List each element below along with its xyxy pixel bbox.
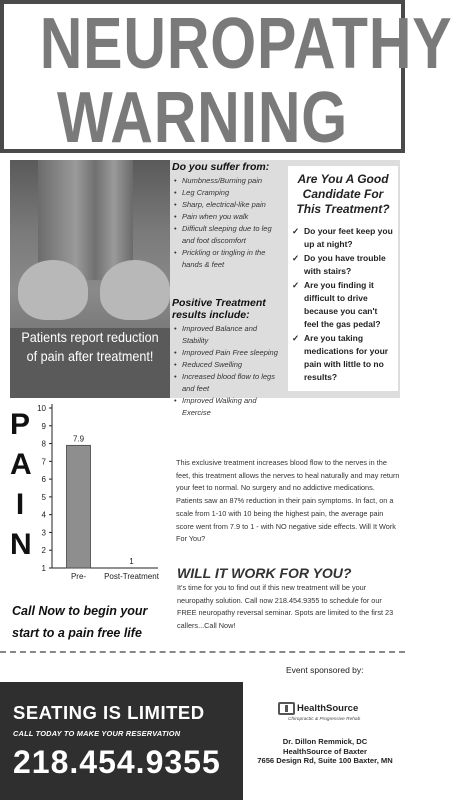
- symptoms-list: [172, 175, 284, 271]
- list-item: • Prickling or tingling in the hands & feet: [172, 247, 284, 271]
- y-tick-label: 5: [41, 492, 46, 502]
- headline-box: [0, 0, 453, 158]
- call-now-line-2: start to a pain free life: [12, 626, 142, 640]
- treatment-description: This exclusive treatment increases blood flow to the nerves in the feet, this treatment allows the nerves to heal naturally and may return your feet to normal. No surgery and no addictive medications. Patients saw an 87% reduction in their pain symptoms. In fact, on a scale from 1-10 with 10 being the highest pain, the average pain score went from 7.9 to 1 - with NO negative side effects. Will It Work For You?: [176, 458, 400, 544]
- left-foot-image: [18, 260, 88, 320]
- list-item: • Difficult sleeping due to leg and foot discomfort: [172, 223, 284, 247]
- y-tick-label: 2: [41, 546, 46, 556]
- candidate-title-line-1: Are You A Good: [297, 172, 389, 186]
- checklist-item: ✓ Do you have trouble with stairs?: [292, 252, 394, 278]
- right-foot-image: [100, 260, 170, 320]
- checklist-item: ✓ Are you taking medications for your pain with little to no results?: [292, 332, 394, 384]
- list-item: • Sharp, electrical-like pain: [172, 199, 284, 211]
- clinic-address: 7656 Design Rd, Suite 100 Baxter, MN: [257, 756, 393, 765]
- results-list: [172, 323, 284, 419]
- pain-axis-label: [10, 405, 30, 565]
- photo-caption-line-1: Patients report reduction: [21, 329, 159, 345]
- sponsored-by-label: Event sponsored by:: [286, 665, 364, 675]
- x-tick-label: Post-Treatment: [104, 572, 159, 581]
- checklist-item: ✓ Do your feet keep you up at night?: [292, 225, 394, 251]
- list-item: • Numbness/Burning pain: [172, 175, 284, 187]
- results-section: [172, 297, 284, 419]
- pain-chart: [30, 398, 170, 583]
- bar-data-label: 7.9: [72, 434, 85, 444]
- pain-axis-letter: A: [10, 448, 32, 481]
- y-tick-label: 10: [37, 404, 46, 413]
- symptoms-title: Do you suffer from:: [172, 161, 270, 173]
- call-now-tagline: [12, 600, 172, 644]
- y-tick-label: 8: [41, 439, 46, 449]
- pain-axis-letter: P: [10, 408, 31, 441]
- call-today-text: CALL TODAY TO MAKE YOUR RESERVATION: [13, 729, 181, 738]
- pain-axis-letter: N: [10, 528, 32, 561]
- list-item: • Reduced Swelling: [172, 359, 284, 371]
- pain-chart-svg: [30, 398, 170, 583]
- phone-number[interactable]: 218.454.9355: [13, 744, 221, 780]
- candidate-title-line-3: This Treatment?: [296, 202, 390, 216]
- y-tick-label: 1: [41, 564, 46, 573]
- y-tick-label: 9: [41, 421, 46, 431]
- hs-logo-icon: [278, 702, 295, 715]
- call-now-line-1: Call Now to begin your: [12, 604, 148, 618]
- list-item: • Increased blood flow to legs and feet: [172, 371, 284, 395]
- logo-name: HealthSource: [297, 703, 359, 714]
- checklist-item: ✓ Are you finding it difficult to drive because you can't feel the gas pedal?: [292, 279, 394, 331]
- headline-line-2: WARNING: [56, 78, 349, 158]
- divider: [0, 651, 405, 653]
- results-title: Positive Treatment results include:: [172, 297, 266, 321]
- doctor-name: Dr. Dillon Remmick, DC: [282, 737, 368, 746]
- y-tick-label: 6: [41, 475, 46, 485]
- symptoms-section: [172, 161, 284, 271]
- list-item: • Improved Balance and Stability: [172, 323, 284, 347]
- will-it-work-heading: WILL IT WORK FOR YOU?: [177, 565, 352, 581]
- reservation-box: [0, 682, 243, 800]
- list-item: • Pain when you walk: [172, 211, 284, 223]
- candidate-title: [292, 172, 394, 217]
- seating-limited-text: SEATING IS LIMITED: [13, 702, 205, 723]
- bar-data-label: 1: [129, 557, 134, 566]
- clinic-name: HealthSource of Baxter: [283, 746, 367, 756]
- photo-caption-line-2: of pain after treatment!: [26, 348, 154, 364]
- y-tick-label: 4: [41, 510, 46, 520]
- candidate-checklist: [292, 225, 394, 384]
- clinic-info: [245, 737, 405, 766]
- feet-photo: [10, 160, 170, 398]
- y-tick-label: 7: [41, 457, 46, 467]
- pain-axis-letter: I: [15, 488, 25, 521]
- logo-tagline: Chiropractic & Progressive Rehab: [288, 717, 361, 722]
- bar: [67, 445, 91, 568]
- photo-caption: [18, 328, 162, 366]
- list-item: • Improved Pain Free sleeping: [172, 347, 284, 359]
- headline-line-1: NEUROPATHY: [39, 4, 453, 84]
- list-item: • Improved Walking and Exercise: [172, 395, 284, 419]
- seminar-description: It's time for you to find out if this new treatment will be your neuropathy solution. Call now 218.454.9355 to schedule for our FREE neuropathy reversal seminar. Spots are limited to the first 23 callers...Call Now!: [177, 583, 394, 631]
- list-item: • Leg Cramping: [172, 187, 284, 199]
- x-tick-label: Pre-: [70, 572, 87, 581]
- candidate-box: [288, 166, 398, 391]
- healthsource-logo: [278, 702, 358, 715]
- y-tick-label: 3: [41, 528, 46, 538]
- candidate-title-line-2: Candidate For: [302, 187, 384, 201]
